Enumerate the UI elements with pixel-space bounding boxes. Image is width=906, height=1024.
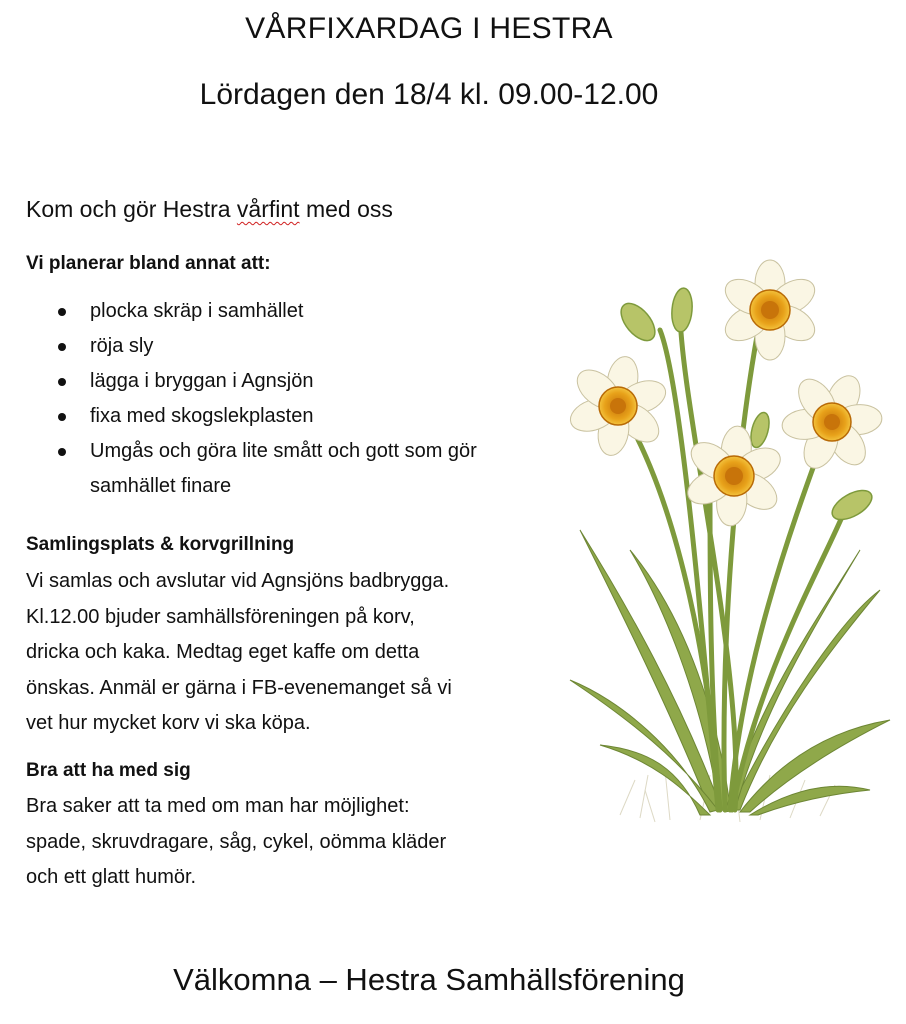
daffodil-flower	[566, 354, 670, 458]
daffodil-bouquet-icon	[560, 250, 900, 850]
intro-text	[26, 196, 393, 223]
list-item: lägga i bryggan i Agnsjön	[48, 364, 518, 399]
daffodil-flower	[682, 425, 785, 527]
text-line: önskas. Anmäl er gärna i FB-evenemanget så vi	[26, 676, 452, 699]
list-item: röja sly	[48, 329, 518, 364]
bring-text	[26, 789, 546, 896]
text-line: spade, skruvdragare, såg, cykel, oömma kläder	[26, 830, 447, 853]
plans-list	[48, 294, 518, 504]
text-line: och ett glatt humör.	[26, 866, 197, 888]
intro-after: med oss	[299, 196, 393, 222]
list-item: Umgås och göra lite smått och gott som gör samhället finare	[48, 434, 518, 504]
daffodil-flower	[719, 260, 821, 360]
text-line: Kl.12.00 bjuder samhällsföreningen på korv,	[26, 605, 415, 628]
bring-heading: Bra att ha med sig	[26, 760, 191, 781]
list-item: fixa med skogslekplasten	[48, 399, 518, 434]
text-line: dricka och kaka. Medtag eget kaffe om detta	[26, 641, 420, 663]
event-date-time: Lördagen den 18/4 kl. 09.00-12.00	[199, 78, 659, 111]
text-line: Vi samlas och avslutar vid Agnsjöns badbrygga.	[26, 570, 450, 592]
intro-emphasis: vårfint	[236, 196, 300, 222]
text-line: vet hur mycket korv vi ska köpa.	[26, 712, 311, 734]
list-item: plocka skräp i samhället	[48, 294, 518, 329]
plans-heading: Vi planerar bland annat att:	[26, 253, 271, 274]
page-title: VÅRFIXARDAG I HESTRA	[245, 12, 613, 45]
gathering-heading: Samlingsplats & korvgrillning	[26, 534, 295, 555]
text-line: Bra saker att ta med om man har möjlighet:	[26, 795, 410, 817]
intro-before: Kom och gör Hestra	[26, 196, 237, 222]
gathering-text	[26, 564, 546, 742]
footer-greeting: Välkomna – Hestra Samhällsförening	[173, 962, 685, 997]
daffodil-flower	[781, 370, 883, 473]
